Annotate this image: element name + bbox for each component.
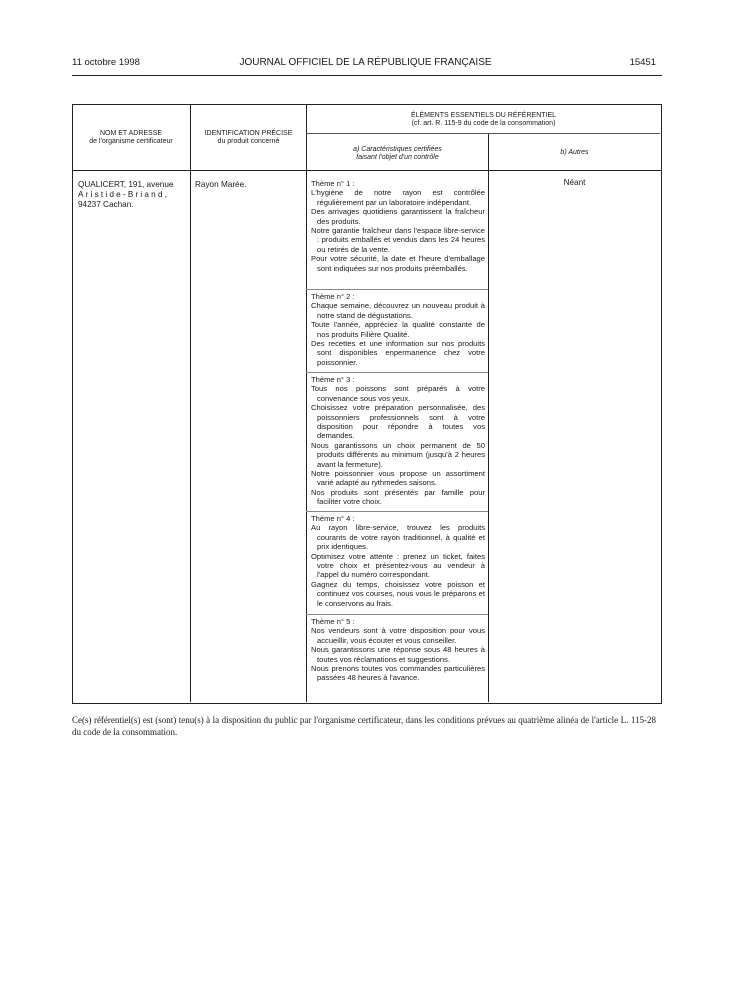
col-header-organisme-line1: NOM ET ADRESSE (99, 130, 163, 137)
col-header-organisme (72, 130, 190, 146)
page-number: 15451 (629, 57, 656, 68)
theme-item: Choisissez votre préparation personnalisée, des poissonniers professionnels sont à votre disposition pour répondre à toutes vos demandes. (311, 403, 485, 441)
theme-item: L'hygiène de notre rayon est contrôlée régulièrement par un laboratoire indépendant. (311, 188, 485, 207)
theme-separator (306, 372, 488, 373)
subheader-rule (306, 133, 660, 134)
theme-block (311, 617, 485, 683)
col-header-produit-line2: du produit concerné (217, 138, 280, 145)
organisme-city: 94237 Cachan. (78, 199, 134, 209)
autres-cell: Néant (563, 178, 586, 187)
theme-item: Nos vendeurs sont à votre disposition pour vous accueillir, vous écouter et vous conseiller. (311, 626, 485, 645)
theme-item: Notre poissonnier vous propose un assortiment varié adapté au rythmedes saisons. (311, 469, 485, 488)
theme-item: Toute l'année, appréciez la qualité constante de nos produits Filière Qualité. (311, 320, 485, 339)
theme-title: Thème n° 1 : (311, 179, 355, 188)
theme-item: Tous nos poissons sont préparés à votre convenance sous vos yeux. (311, 384, 485, 403)
subheader-a-line2: faisant l'objet d'un contrôle (356, 154, 439, 161)
organisme-name: QUALICERT, 191, avenue (78, 180, 174, 189)
subheader-autres: b) Autres (560, 149, 589, 156)
theme-item: Nous garantissons une réponse sous 48 heures à toutes vos réclamations et suggestions. (311, 645, 485, 664)
col-header-produit-line1: IDENTIFICATION PRÉCISE (204, 130, 293, 137)
theme-block (311, 292, 485, 367)
subheader-caracteristiques (307, 146, 488, 162)
column-divider-1 (190, 104, 191, 702)
col-header-elements-line2: (cf. art. R. 115-9 du code de la consommation) (411, 120, 556, 127)
subheader-a-line1: a) Caractéristiques certifiées (353, 146, 442, 153)
header-date: 11 octobre 1998 (72, 57, 140, 68)
theme-title: Thème n° 2 : (311, 292, 355, 301)
col-header-organisme-line2: de l'organisme certificateur (89, 138, 173, 145)
column-divider-3 (488, 133, 489, 702)
theme-item: Gagnez du temps, choisissez votre poisson et continuez vos courses, nous vous le préparons et le conservons au frais. (311, 579, 485, 608)
theme-item: Des recettes et une information sur nos produits sont disponibles enpermanence chez votre poissonnier. (311, 339, 485, 367)
footnote: Ce(s) référentiel(s) est (sont) tenu(s) à la disposition du public par l'organisme certificateur, dans les conditions prévues au quatrième alinéa de l'article L. 115-28 du code de la consommation. (72, 715, 656, 737)
theme-item: Au rayon libre-service, trouvez les produits courants de votre rayon traditionnel, à qualité et prix identiques. (311, 523, 485, 552)
header-rule (72, 75, 662, 76)
theme-item: Pour votre sécurité, la date et l'heure d'emballage sont indiquées sur nos produits préemballés. (311, 254, 485, 273)
theme-item: Nos produits sont présentés par famille pour faciliter votre choix. (311, 487, 485, 507)
column-divider-2 (306, 104, 307, 702)
theme-title: Thème n° 3 : (311, 375, 355, 384)
theme-title: Thème n° 4 : (311, 514, 355, 523)
theme-separator (306, 511, 488, 512)
header-bottom-rule (72, 170, 662, 171)
theme-separator (306, 614, 488, 615)
produit-cell: Rayon Marée. (195, 180, 247, 189)
theme-item: Notre garantie fraîcheur dans l'espace libre-service : produits emballés et vendus dans les 24 heures ou retirés de la vente. (311, 226, 485, 254)
theme-item: Nous prenons toutes vos commandes particulières passées 48 heures à l'avance. (311, 664, 485, 683)
theme-block (311, 179, 485, 273)
col-header-elements (307, 112, 660, 128)
organisme-cell (78, 180, 184, 209)
header-title: JOURNAL OFFICIEL DE LA RÉPUBLIQUE FRANÇAISE (239, 57, 492, 68)
theme-item: Des arrivages quotidiens garantissent la fraîcheur des produits. (311, 207, 485, 226)
theme-title: Thème n° 5 : (311, 617, 355, 626)
col-header-elements-line1: ÉLÉMENTS ESSENTIELS DU RÉFÉRENTIEL (410, 112, 557, 119)
theme-item: Optimisez votre attente : prenez un ticket, faites votre choix et présentez-vous au vendeur à l'appel du numéro correspondant. (311, 551, 485, 580)
theme-item: Chaque semaine, découvrez un nouveau produit à notre stand de dégustations. (311, 301, 485, 320)
theme-block (311, 375, 485, 507)
theme-block (311, 514, 485, 608)
col-header-produit (191, 130, 306, 146)
theme-separator (306, 289, 488, 290)
organisme-street: Aristide-Briand, (78, 189, 170, 199)
theme-item: Nous garantissons un choix permanent de 50 produits différents au minimum (jusqu'à 2 heures avant la fermeture). (311, 440, 485, 469)
